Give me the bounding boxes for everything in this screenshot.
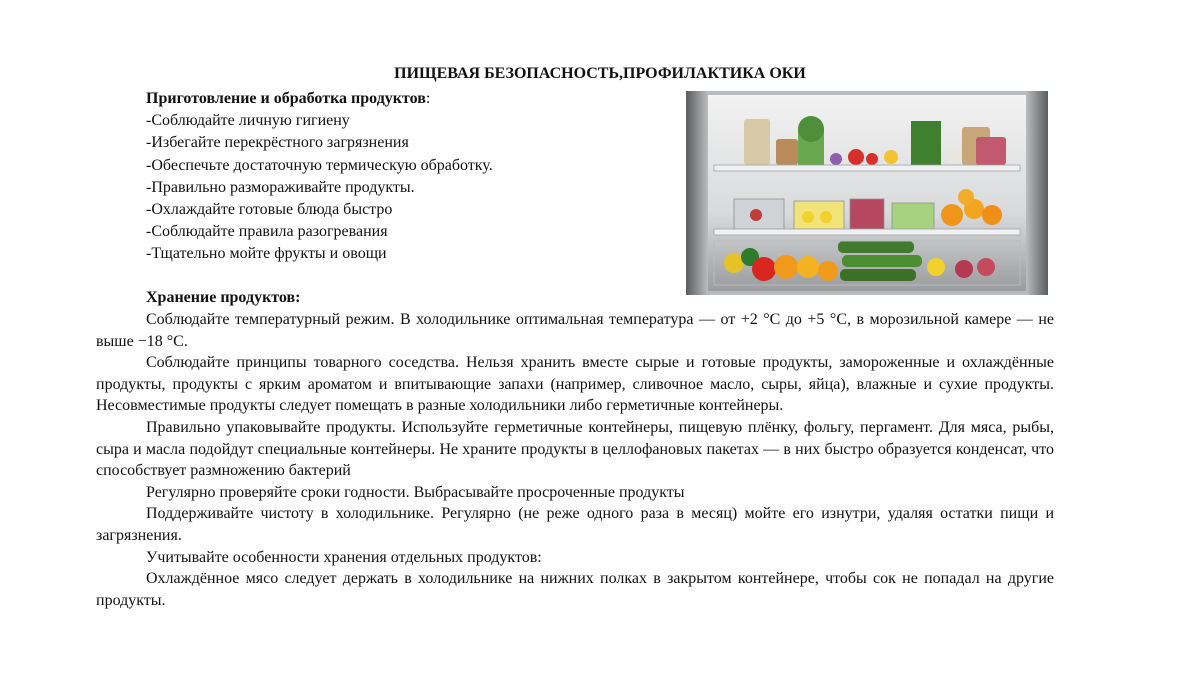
storage-paragraph: Правильно упаковывайте продукты. Используйте герметичные контейнеры, пищевую плёнку, фольгу, пергамент. Для мяса, рыбы, сыра и масла подойдут специальные контейнеры. Не храните продукты в целлофановых пакетах — в них быстро образуется конденсат, что способствует размножению бактерий [96,418,1054,480]
preparation-item: -Охлаждайте готовые блюда быстро [146,201,393,219]
preparation-item: -Соблюдайте правила разогревания [146,223,388,241]
refrigerator-photo [686,91,1048,295]
storage-paragraph: Охлаждённое мясо следует держать в холодильнике на нижних полках в закрытом контейнере, чтобы сок не попадал на другие продукты. [96,570,1054,609]
preparation-heading-line [146,88,666,110]
storage-heading: Хранение продуктов: [146,289,301,306]
preparation-item: -Соблюдайте личную гигиену [146,112,350,130]
storage-paragraph: Соблюдайте принципы товарного соседства. Нельзя хранить вместе сырые и готовые продукты, замороженные и охлаждённые продукты, продукты с ярким ароматом и впитывающие запахи (например, сливочное масло, сыры, яйца), влажные и сухие продукты. Несовместимые продукты следует помещать в разные холодильники либо герметичные контейнеры. [96,354,1054,415]
preparation-heading: Приготовление и обработка продуктов [146,90,426,107]
document-title: ПИЩЕВАЯ БЕЗОПАСНОСТЬ,ПРОФИЛАКТИКА ОКИ [394,65,806,82]
preparation-item: -Тщательно мойте фрукты и овощи [146,245,387,263]
preparation-section [146,88,666,266]
storage-paragraph: Соблюдайте температурный режим. В холодильнике оптимальная температура — от +2 °C до +5 °C, в морозильной камере — не выше −18 °C. [96,311,1054,350]
storage-paragraph: Регулярно проверяйте сроки годности. Выбрасывайте просроченные продукты [146,483,685,501]
storage-paragraph: Поддерживайте чистоту в холодильнике. Регулярно (не реже одного раза в месяц) мойте его изнутри, удаляя остатки пищи и загрязнения. [96,505,1054,544]
preparation-item: -Правильно размораживайте продукты. [146,178,415,196]
preparation-item: -Обеспечьте достаточную термическую обработку. [146,156,493,174]
preparation-item: -Избегайте перекрёстного загрязнения [146,134,409,152]
storage-paragraph: Учитывайте особенности хранения отдельных продуктов: [146,548,542,566]
storage-section [96,309,1054,611]
preparation-heading-colon: : [425,90,431,107]
